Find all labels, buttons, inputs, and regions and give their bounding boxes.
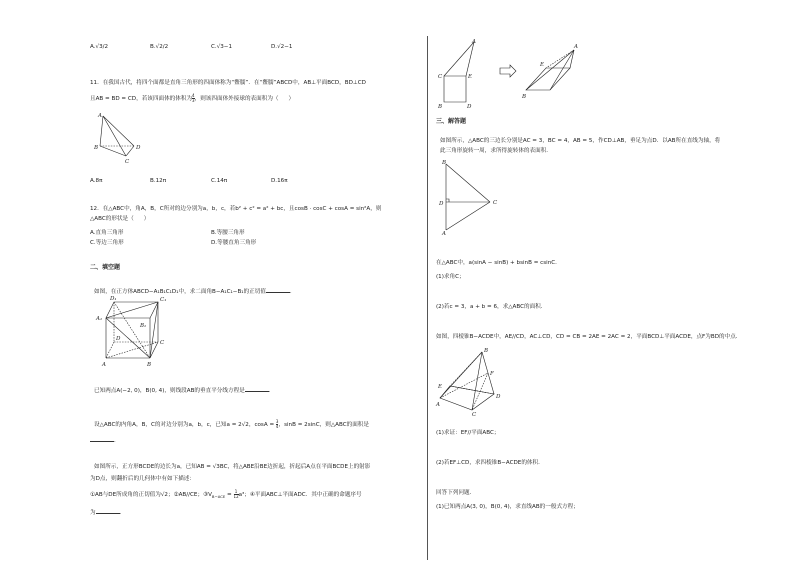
q12-option-b: B.等腰三角形 bbox=[211, 230, 245, 236]
q12-line1: 12．在△ABC中，角A，B，C所对的边分别为a，b，c，若b² + c² = a² + bc，且cosB · cosC + cosA = sin²A，则 bbox=[90, 206, 382, 212]
fill2-blank bbox=[245, 386, 269, 392]
pyr-label-f: F bbox=[490, 371, 494, 377]
cube-label-d: D bbox=[116, 336, 121, 342]
fold-label-b2: B bbox=[522, 94, 527, 100]
q11-option-c: C.14π bbox=[211, 178, 228, 184]
pyr-label-e: E bbox=[438, 384, 443, 390]
fill4-line1: 如图所示，正方形BCDE的边长为a，已知AB = √3BC，将△ABE沿BE边折起，折起后A点在平面BCDE上的射影 bbox=[94, 464, 371, 470]
tetra-label-a: A bbox=[98, 113, 102, 119]
ans1-line2: 此三角形旋转一周，求所得旋转体的表面积． bbox=[440, 148, 552, 154]
pyr-label-a: A bbox=[436, 402, 440, 408]
fold-label-b: B bbox=[438, 104, 443, 110]
ans2-line: 在△ABC中，a(sinA − sinB) + bsinB = csinC． bbox=[436, 260, 561, 266]
fold-figure bbox=[430, 38, 580, 108]
section-solution-heading: 三、解答题 bbox=[436, 118, 467, 125]
ans2-part2: (2)若c = 3，a + b = 6，求△ABC的面积． bbox=[436, 304, 547, 310]
triangle-figure bbox=[438, 160, 508, 236]
right-column bbox=[430, 0, 794, 562]
q10-option-b: B.√2/2 bbox=[150, 44, 169, 50]
q11-line1: 11．在我国古代，将四个面都是直角三角形的四面体称为“鳖臑”．在“鳖臑”ABCD中，AB⊥平面BCD，BD⊥CD bbox=[90, 80, 366, 86]
tri-label-d: D bbox=[439, 201, 444, 207]
fill3-text: 设△ABC的内角A，B，C的对边分别为a，b，c，已知a = 2√2，cosA = $\frac{3}{4}$ ，sinB = 2sinC，则△ABC的面积是 bbox=[94, 419, 369, 429]
cube-label-c1: C₁ bbox=[160, 297, 167, 303]
fold-label-a2: A bbox=[574, 44, 578, 50]
fill3-blank bbox=[90, 436, 114, 442]
q11-line2: 且AB = BD = CD，若该四面体的体积为 $\frac{4}{3}$ ，则该四面体外接球的表面积为（ ） bbox=[90, 93, 295, 103]
q11-option-b: B.12π bbox=[150, 178, 167, 184]
cube-label-b1: B₁ bbox=[140, 323, 147, 329]
section-fill-in-heading: 二、填空题 bbox=[90, 264, 121, 271]
ans1-line1: 如图所示，△ABC的三边长分别是AC = 3，BC = 4，AB = 5，作CD⊥AB，垂足为点D．以AB所在直线为轴，将 bbox=[440, 138, 721, 144]
fill4-line3: ①AB与DE所成角的正切值为√2；②AB//CE；$③V_{B-ACE}$ = $\frac{1}{12}$ a³；④平面ABC⊥平面ADC．其中正确的命题序号 bbox=[90, 489, 362, 500]
fill4-blank bbox=[96, 508, 120, 514]
tri-label-c: C bbox=[493, 200, 498, 206]
tetra-label-d: D bbox=[136, 145, 141, 151]
fill3-cos-fraction: $\frac{3}{4}$ bbox=[275, 419, 279, 429]
ans4-part1: (1)已知两点A(3, 0)，B(0, 4)，求直线AB的一般式方程； bbox=[436, 504, 579, 510]
tetrahedron-figure bbox=[90, 112, 150, 172]
pyramid-figure bbox=[436, 348, 516, 418]
fold-label-e2: E bbox=[540, 62, 545, 68]
ans4-line: 回答下列问题． bbox=[436, 490, 476, 496]
q12-option-d: D.等腰直角三角形 bbox=[211, 240, 257, 246]
ans3-part2: (2)若EF⊥CD，求四棱锥B−ACDE的体积． bbox=[436, 460, 544, 466]
fill4-volume-fraction: $\frac{1}{12}$ bbox=[233, 489, 239, 499]
cube-label-d1: D₁ bbox=[110, 296, 117, 302]
fill1-blank bbox=[266, 287, 290, 293]
tri-label-b: B bbox=[442, 160, 447, 166]
tetra-label-c: C bbox=[125, 159, 130, 165]
cube-label-b: B bbox=[147, 362, 152, 368]
tetra-label-b: B bbox=[94, 145, 99, 151]
column-divider bbox=[427, 36, 428, 560]
q10-option-c: C.√3−1 bbox=[211, 44, 233, 50]
fold-label-e: E bbox=[468, 74, 473, 80]
q12-option-c: C.等边三角形 bbox=[90, 240, 124, 246]
ans3-part1: (1)求证：EF//平面ABC； bbox=[436, 430, 500, 436]
fold-label-a: A bbox=[472, 39, 476, 45]
q10-option-a: A.√3/2 bbox=[90, 44, 109, 50]
q11-option-a: A.8π bbox=[90, 178, 103, 184]
ans3-line: 如图，四棱锥B−ACDE中，AE//CD，AC⊥CD，CD = CB = 2AE = 2AC = 2，平面BCD⊥平面ACDE，点F为BD的中点． bbox=[436, 334, 742, 340]
tri-label-a: A bbox=[442, 231, 446, 237]
cube-label-c: C bbox=[160, 340, 165, 346]
ans2-part1: (1)求角C； bbox=[436, 274, 465, 280]
fill4-line4: 为 ． bbox=[90, 510, 126, 516]
fold-label-d: D bbox=[467, 104, 472, 110]
fill3-blank-line: ． bbox=[90, 436, 120, 445]
q11-volume-fraction: $\frac{4}{3}$ bbox=[192, 93, 195, 103]
q10-option-d: D.√2−1 bbox=[271, 44, 293, 50]
fold-arrow-icon bbox=[500, 65, 516, 77]
cube-label-a: A bbox=[102, 362, 106, 368]
fill4-line2: 为D点，则翻折后的几何体中有如下描述： bbox=[90, 476, 195, 482]
fold-label-c-left: C bbox=[438, 74, 443, 80]
pyr-label-d: D bbox=[496, 394, 501, 400]
fill1-text: 如图，在正方体ABCD−A₁B₁C₁D₁中，求二面角B−A₁C₁−B₁的正切值 ． bbox=[94, 289, 296, 295]
fill2-text: 已知两点A(−2, 0)，B(0, 4)，则线段AB的垂直平分线方程是 ． bbox=[94, 388, 275, 394]
pyr-label-c: C bbox=[472, 412, 477, 418]
pyr-label-b: B bbox=[484, 348, 489, 354]
cube-figure bbox=[94, 296, 166, 368]
q11-option-d: D.16π bbox=[271, 178, 288, 184]
q12-line2: △ABC的形状是（ ） bbox=[90, 216, 150, 222]
q12-option-a: A.直角三角形 bbox=[90, 230, 124, 236]
cube-label-a1: A₁ bbox=[96, 316, 103, 322]
